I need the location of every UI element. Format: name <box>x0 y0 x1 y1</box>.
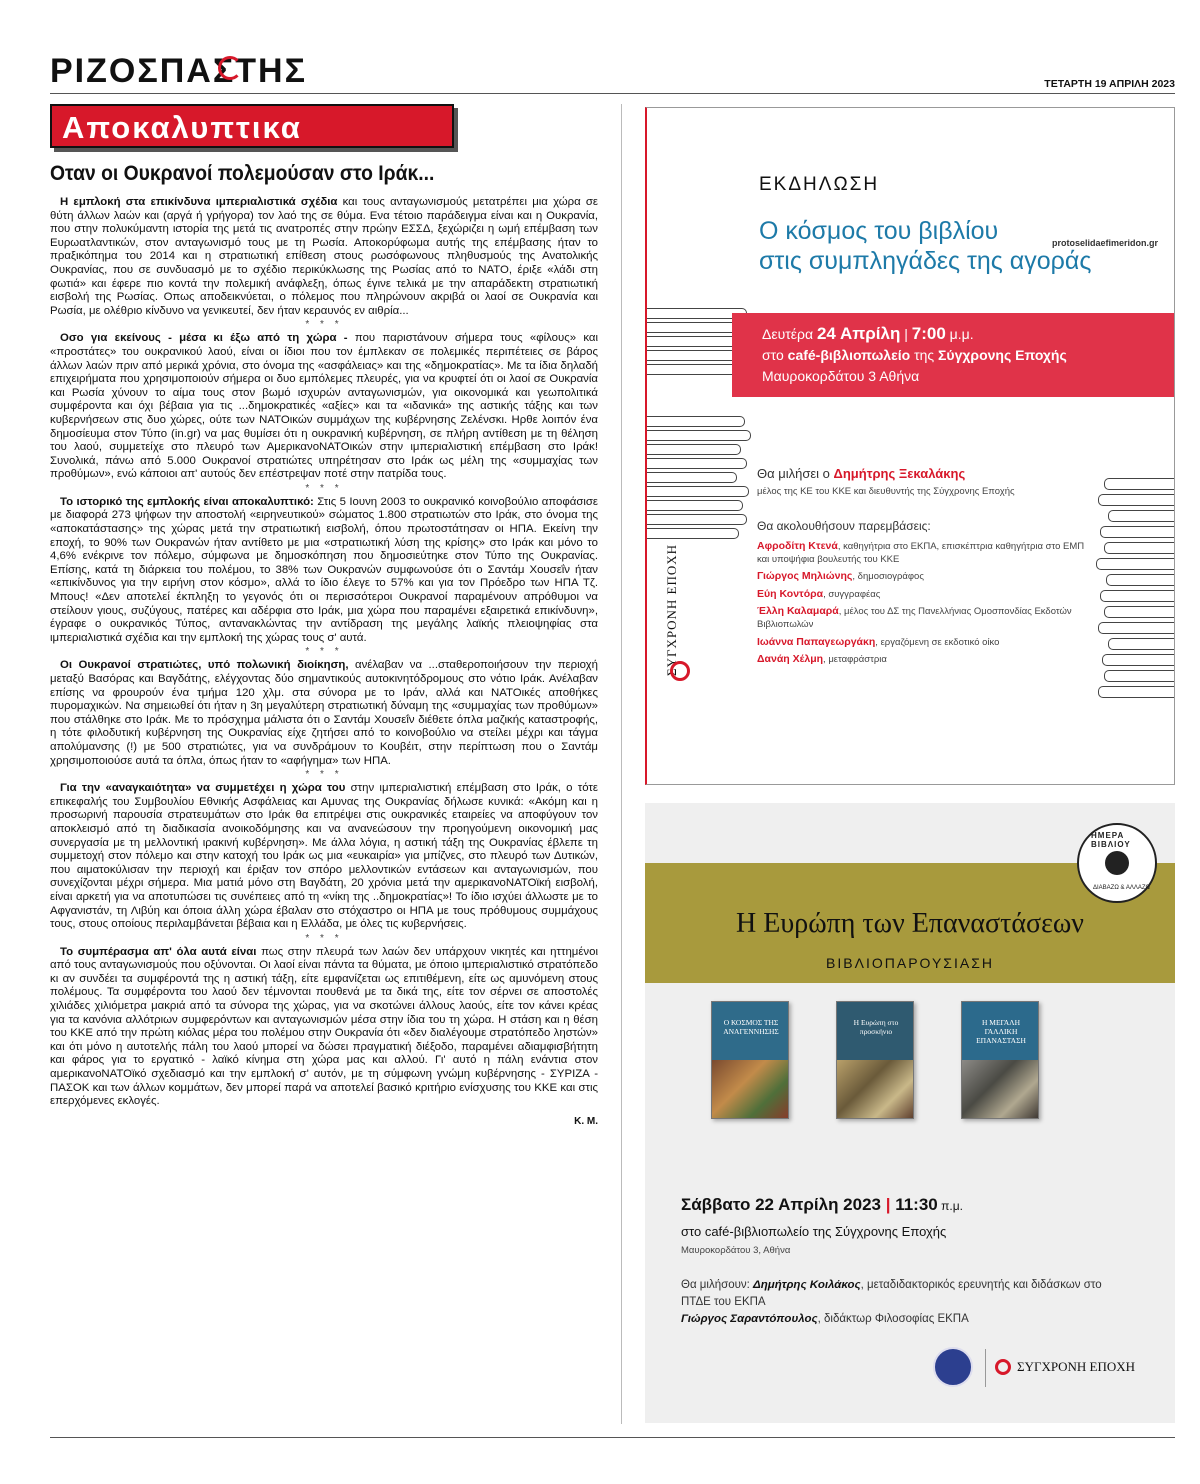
rubric-label: Αποκαλυπτικα <box>62 110 302 145</box>
book-title: Ο ΚΟΣΜΟΣ ΤΗΣ ΑΝΑΓΕΝΝΗΣΗΣ <box>723 1018 779 1036</box>
participant-role: , μεταφράστρια <box>823 654 887 666</box>
book-spine <box>1098 622 1174 634</box>
event-label: ΕΚΔΗΛΩΣΗ <box>759 174 880 195</box>
logo-text: ΡΙΖΟΣΠΑΣΤΗΣ <box>50 52 307 90</box>
article-body <box>50 196 598 1128</box>
cover-painting <box>837 1060 913 1119</box>
participant-name: Εύη Κοντόρα <box>757 587 824 600</box>
presentation-date: Σάββατο 22 Απρίλη 2023 <box>681 1195 881 1214</box>
venue-mid: της <box>910 347 939 363</box>
author-signature: Κ. Μ. <box>574 1115 598 1127</box>
date-prefix: Δευτέρα <box>762 326 817 342</box>
participant-role: , συγγραφέας <box>823 588 881 600</box>
book-spine <box>1100 590 1174 602</box>
paragraph-lead: Για την «αναγκαιότητα» να συμμετέχει η χώρα του <box>60 782 346 795</box>
book-spine <box>1098 686 1174 698</box>
book-day-badge <box>1077 823 1157 903</box>
publisher-name-vertical: ΣΥΓΧΡΟΝΗ ΕΠΟΧΗ <box>664 544 679 676</box>
time-suffix: π.μ. <box>937 1199 963 1213</box>
venue-prefix: στο <box>762 347 788 363</box>
event-datetime <box>762 323 1175 345</box>
event-title-line2: στις συμπληγάδες της αγοράς <box>759 247 1092 275</box>
participant-role: , μέλος του ΔΣ της Πανελλήνιας Ομοσπονδίας Εκδοτών Βιβλιοπωλών <box>757 606 1072 630</box>
book-spine <box>1108 638 1174 650</box>
speaker-line <box>757 466 965 481</box>
paragraph-text: στην ιμπεριαλιστική επέμβαση στο Ιράκ, ο τότε επικεφαλής του Συμβουλίου Εθνικής Ασφάλειας και Αμυνας της Ουκρανίας δήλωσε κυνικά: «Ακόμη και η προσωρινή παρουσία στρατευμάτων στο Ιράκ θα επιτρέψει στις ουκρανικές εταιρείες να αποφύγουν τον αποκλεισμό από τη διαδικασία ανοικοδόμησης και να ανανεώσουν την προηγούμενη οικονομική μας συνεργασία με τη μελλοντική ιρακινή κυβέρνηση». Με άλλα λόγια, η αστική τάξη της Ουκρανίας έβλεπε τη συμμετοχή στον πόλεμο και στην κατοχή του Ιράκ ως μια «ευκαιρία» για μπίζνες, στο πλευρό των Δυτικών, που αιματοκύλισαν την περιοχή και έριξαν τον σπόρο μελλοντικών εντάσεων και ανταγωνισμών, που συνεχίζονται μέχρι σήμερα. Μια ματιά μόνο στη Βαγδάτη, 20 χρόνια μετά την αμερικανοΝΑΤΟϊκή εισβολή, είναι αρκετή για να αποτυπώσει τις συνέπειες από τη «νίκη της ..δημοκρατίας»! Το ίδιο ισχύει άλλωστε με το Αφγανιστάν, τη Λιβύη και όποια άλλη χώρα έβαλαν στο στόχαστρο οι ΗΠΑ με τους πρόθυμους συμμάχους τους, στους οποίους περιλαμβάνεται βέβαια και η Ελλάδα, με όλες τις κυβερνήσεις. <box>50 782 598 931</box>
book-cover[interactable] <box>711 1001 789 1119</box>
paragraph-text: που παριστάνουν σήμερα τους «φίλους» και «προστάτες» του ουκρανικού λαού, είναι οι ίδιοι που τον έμπλεκαν σε πολεμικές περιπέτειες σε βάρος άλλων λαών πριν από μερικά χρόνια, στο όνομα της «ασφάλειας» και της «δημοκρατίας». Με τα ίδια δηλαδή επιχειρήματα που χρησιμοποιούν σήμερα οι δυο εμπόλεμες πλευρές, για να κρυφτεί ότι οι λαοί σε Ουκρανία και Ρωσία χύνουν το αίμα τους στον βωμό ισχυρών ανταγωνισμών, για οικονομικά και γεωπολιτικά συμφέροντα και όχι βέβαια για τις ...δημοκρατικές «αξίες» και τα «ιδανικά» της αστικής τάξης και των κυβερνήσεων στις δυο χώρες, ούτε των ΝΑΤΟικών συμμάχων της κυβέρνησης Ζελένσκι. Ηρθε λοιπόν ένα δημοσίευμα στον Τύπο (in.gr) να μας θυμίσει ότι η ουκρανική κυβέρνηση, σε πλήρη αντίθεση με τη θέληση του λαού, συμμετείχε στο πλευρό των ΑμερικανοΝΑΤΟικών στην ιμπεριαλιστική επέμβαση στο Ιράκ! Συνολικά, πάνω από 5.000 Ουκρανοί στρατιώτες υπηρέτησαν στο Ιράκ ως μέλη της «συμμαχίας των προθύμων», ενώ κάποιοι απ' αυτούς δεν επέστρεψαν ποτέ στην πατρίδα τους. <box>50 332 599 481</box>
speaker-name: Γιώργος Σαραντόπουλος <box>681 1313 818 1325</box>
paragraph-lead: Η εμπλοκή στα επικίνδυνα ιμπεριαλιστικά σχέδια <box>60 196 338 208</box>
cover-painting <box>712 1060 788 1119</box>
masthead <box>50 52 1175 94</box>
book-cover[interactable] <box>836 1001 914 1119</box>
book-spine <box>647 322 743 333</box>
event-date-band <box>732 313 1175 397</box>
participants-list <box>757 540 1087 671</box>
article-headline: Οταν οι Ουκρανοί πολεμούσαν στο Ιράκ... <box>50 162 435 185</box>
book-spine <box>1104 670 1174 682</box>
participant-name: Γιώργος Μηλιώνης <box>757 570 853 583</box>
book-spine <box>1104 542 1174 554</box>
top-divider <box>50 93 1175 94</box>
paragraph-lead: Οι Ουκρανοί στρατιώτες, υπό πολωνική διοίκηση, <box>60 659 349 672</box>
separator-stars: * * * <box>305 932 343 944</box>
publisher-logo-icon <box>670 661 690 681</box>
book-spine <box>1096 558 1174 570</box>
book-spine <box>1106 574 1174 586</box>
paragraph-3 <box>50 496 598 646</box>
book-presentation-advert[interactable] <box>645 803 1175 1423</box>
separator-stars: * * * <box>305 646 343 658</box>
article-column <box>50 104 598 1128</box>
newspaper-logo[interactable] <box>50 52 307 91</box>
event-time: 7:00 <box>911 324 946 343</box>
paragraph-4 <box>50 659 598 768</box>
paragraph-5 <box>50 782 598 932</box>
presentation-time: 11:30 <box>895 1195 938 1214</box>
participant-role: , εργαζόμενη σε εκδοτικό οίκο <box>875 636 1000 648</box>
interventions-heading: Θα ακολουθήσουν παρεμβάσεις: <box>757 519 931 533</box>
event-title-line1: Ο κόσμος του βιβλίου <box>759 217 999 245</box>
paragraph-text: και τους ανταγωνισμούς μετατρέπει μια χώρα σε θύτη άλλων λαών και (αργά ή γρήγορα) τον λαό της σε θύμα. Ενα τέτοιο παράδειγμα είναι και η Ουκρανία, που στην πολυκύμαντη ιστορία της μετά τις ανατροπές στην πρώην ΕΣΣΔ, ξεχώριζει η ωμή επέμβαση των Ευρωατλαντικών, στον ανταγωνισμό τους με τη Ρωσία. Αποκορύφωμα αυτής της επέμβασης ήταν το πραξικόπημα του 2014 και η στρατιωτική επίθεση στους ρωσόφωνους πληθυσμούς της Ανατολικής Ουκρανίας, που σε συνδυασμό με το σχέδιο περικύκλωσης της Ρωσίας από το ΝΑΤΟ, έριξε «λάδι στη φωτιά» και έφερε πιο κοντά την πολεμική ανάφλεξη, όπως έγινε τελικά με την απαράδεκτη στρατιωτική εισβολή της Ρωσίας. Οπως αποδεικνύεται, ο πόλεμος που πληρώνουν ακριβά οι λαοί σε Ουκρανία και Ρωσία, με ολέθριο κίνδυνο να γενικευτεί, δεν ήταν κεραυνός εν αιθρία... <box>50 196 598 317</box>
book-cover[interactable] <box>961 1001 1039 1119</box>
event-title <box>759 216 1091 276</box>
participant <box>757 540 1087 566</box>
logo-star-icon <box>218 56 242 80</box>
venue-name: Σύγχρονης Εποχής <box>938 347 1067 363</box>
separator-stars: * * * <box>305 769 343 781</box>
book-title: Η ΜΕΓΑΛΗ ΓΑΛΛΙΚΗ ΕΠΑΝΑΣΤΑΣΗ <box>976 1018 1026 1045</box>
participant <box>757 636 1087 650</box>
books-stack-illustration-right <box>1094 478 1174 708</box>
speaker-role: , μεταδιδακτορικός ερευνητής και διδάσκων στο ΠΤΔΕ του ΕΚΠΑ <box>681 1279 1102 1308</box>
speaker-name: Δημήτρης Κοιλάκος <box>753 1279 861 1291</box>
paragraph-lead: Οσο για εκείνους - μέσα κι έξω από τη χώρα - <box>60 332 348 345</box>
watermark-tag: protoselidaefimeridon.gr <box>1052 238 1159 248</box>
book-spine <box>1104 478 1174 490</box>
participant-name: Αφροδίτη Κτενά <box>757 540 838 552</box>
issue-date: ΤΕΤΑΡΤΗ 19 ΑΠΡΙΛΗ 2023 <box>1044 78 1175 90</box>
speaker-role: , διδάκτωρ Φιλοσοφίας ΕΚΠΑ <box>817 1313 969 1325</box>
cover-painting <box>962 1060 1038 1119</box>
participant <box>757 570 1087 584</box>
book-spine <box>647 458 747 469</box>
badge-bottom-text: ΔΙΑΒΑΖΩ & ΑΛΛΑΖΩ <box>1093 885 1151 891</box>
sponsor-logos <box>933 1343 1163 1393</box>
presentation-venue: στο café-βιβλιοπωλείο της Σύγχρονης Εποχής <box>681 1224 947 1239</box>
book-spine <box>647 350 739 361</box>
paragraph-2 <box>50 332 598 482</box>
publisher-name: ΣΥΓΧΡΟΝΗ ΕΠΟΧΗ <box>1017 1359 1135 1374</box>
event-address: Μαυροκορδάτου 3 Αθήνα <box>762 368 920 384</box>
speaker-name: Δημήτρης Ξεκαλάκης <box>833 466 966 481</box>
book-spine <box>647 416 745 427</box>
publisher-logo-icon <box>995 1359 1011 1375</box>
book-spine <box>1100 526 1174 538</box>
paragraph-text: πως στην πλευρά των λαών δεν υπάρχουν νικητές και ηττημένοι από τους ανταγωνισμούς που οξύνονται. Οι λαοί είναι πάντα τα θύματα, με όποιο ιμπεριαλιστικό στρατόπεδο κι αν συνδέει τα συμφέροντά της η αστική τάξη, είτε εμφανίζεται ως επιτιθέμενη, είτε ως αμυνόμενη στους πολέμους. Τα συμφέροντα του λαού δεν τέμνονται πουθενά με τα δικά της, είτε τον σέρνει σε αποστολές χιλιάδες χιλιόμετρα μακριά από τα σύνορα της χώρας, για να σκοτώνει άλλους λαούς, είτε τον κάνει κρέας για τα κανόνια αλλότριων συμφερόντων και ανταγωνισμών μέσα στην ίδια του τη χώρα. Η στάση και η θέση του ΚΚΕ από την πρώτη κιόλας μέρα του πολέμου στην Ουκρανία ότι «δεν διαλέγουμε στρατόπεδο ληστών» και ότι μόνο η αυτοτελής πάλη του λαού μπορεί να δώσει πραγματική διέξοδο, παραμένει αδιαμφισβήτητη και φάρος για το εργατικό - λαϊκό κίνημα στη χώρα μας και αλλού. Γι' αυτό η πάλη ενάντια στον αμερικανοΝΑΤΟϊκό σχεδιασμό και την εμπλοκή σ' αυτόν, με τη σύμφωνη γνώμη κυβέρνησης - ΣΥΡΙΖΑ - ΠΑΣΟΚ και των άλλων κομμάτων, δεν μπορεί παρά να αποτελεί βασικό κριτήριο ενίσχυσης του ΚΚΕ και στις επερχόμενες εκλογές. <box>50 945 598 1108</box>
presentation-address: Μαυροκορδάτου 3, Αθήνα <box>681 1245 791 1256</box>
publisher-vertical-brand <box>662 488 682 688</box>
participant-name: Δανάη Χέλμη <box>757 653 824 666</box>
separator-stars: * * * <box>305 319 343 331</box>
presentation-subtitle: ΒΙΒΛΙΟΠΑΡΟΥΣΙΑΣΗ <box>826 955 994 971</box>
time-separator: | <box>900 326 912 342</box>
paragraph-1 <box>50 196 598 318</box>
book-spine <box>647 444 741 455</box>
participant <box>757 588 1087 602</box>
book-spine <box>1108 510 1174 522</box>
paragraph-lead: Το ιστορικό της εμπλοκής είναι αποκαλυπτικό: <box>60 495 314 508</box>
speaker-intro: Θα μιλήσει ο <box>757 466 834 481</box>
reader-silhouette-icon <box>1105 851 1129 875</box>
participant-name: Ιωάννα Παπαγεωργάκη <box>757 635 876 648</box>
presentation-speakers <box>681 1277 1121 1328</box>
paragraph-text: Στις 5 Ιουνη 2003 το ουκρανικό κοινοβούλιο αποφάσισε με διαφορά 273 ψήφων την αποστολή «ειρηνευτικού» σώματος 1.800 στρατιωτών στο Ιράκ, στο όνομα της «αποκατάστασης» της χώρας μετά την στρατιωτική εισβολή, όπου πρωτοστάτησαν οι ΗΠΑ. Εκείνη την εποχή, το 90% των Ουκρανών ήταν αντίθετο με μια «στρατιωτική λύση της κρίσης» στο Ιράκ και μόνο το 4,6% ενέκρινε τον πόλεμο, σύμφωνα με δημοσκόπηση που δημοσιεύτηκε στον Τύπο της Ουκρανίας. Επίσης, κατά τη διάρκεια του πολέμου, το 38% των Ουκρανών συμφωνούσε ότι ο Σαντάμ Χουσεΐν ήταν «επικίνδυνος για την ειρήνη στον κόσμο», αλλά το ίδιο έλεγε το 57% και για τον Πρόεδρο των ΗΠΑ Τζ. Μπους! «Δεν αποτελεί έκπληξη το γεγονός ότι οι περισσότεροι Ουκρανοί παραμένουν απρόθυμοι να στείλουν γιους, συζύγους, πατέρες και αδέρφια στο Ιράκ, μια χώρα που παραμένει εξαιρετικά επικίνδυνη», έγραφε ο ουκρανικός Τύπος, αντανακλώντας την αντίδραση της μεγάλης λαϊκής πλειοψηφίας στα ιμπεριαλιστικά σχέδια και την εμπλοκή της χώρας τους σ' αυτά. <box>50 495 598 644</box>
speakers-intro: Θα μιλήσουν: <box>681 1279 754 1291</box>
book-spine <box>647 430 751 441</box>
book-spine <box>647 472 737 483</box>
participant-name: Έλλη Καλαμαρά <box>757 605 839 618</box>
participant <box>757 605 1087 631</box>
book-spine <box>1102 654 1174 666</box>
badge-top-text: ΗΜΕΡΑ ΒΙΒΛΙΟΥ <box>1091 831 1131 849</box>
university-seal-icon <box>933 1347 973 1387</box>
paragraph-text: ανέλαβαν να ...σταθεροποιήσουν την περιοχή μεταξύ Βασόρας και Βαγδάτης, ελέγχοντας δύο σημαντικούς αυτοκινητόδρομους στο νότιο Ιράκ. Ανέλαβαν επίσης να φρουρούν ένα τμήμα 120 χλμ. στα σύνορα με το Ιράν, αλλά και ΝΑΤΟικές αποθήκες πυρομαχικών. Να σημειωθεί ότι ήταν η 3η μεγαλύτερη στρατιωτική δύναμη της «συμμαχίας των προθύμων» που στάλθηκε στο Ιράκ. Με το πρόσχημα μάλιστα ότι ο Σαντάμ Χουσεΐν διέθετε όπλα μαζικής καταστροφής, η τότε φιλοδυτική κυβέρνηση της Ουκρανίας είχε ζητήσει από το κοινοβούλιο να στείλει μέχρι και τάγμα απολύμανσης (!) με 500 στρατιώτες, για να συνδράμουν το Κουβέιτ, στην περίπτωση που ο Σαντάμ χρησιμοποιούσε αυτά τα όπλα, όπως ήταν το «αφήγημα» των ΗΠΑ. <box>50 659 598 767</box>
participant-role: , καθηγήτρια στο ΕΚΠΑ, επισκέπτρια καθηγήτρια στο ΕΜΠ και υποψήφια βουλευτής του ΚΚΕ <box>757 541 1085 565</box>
paragraph-lead: Το συμπέρασμα απ' όλα αυτά είναι <box>60 945 257 958</box>
event-date: 24 Απρίλη <box>816 324 901 343</box>
book-spine <box>1098 494 1174 506</box>
event-venue <box>762 345 1175 366</box>
event-advert[interactable] <box>645 107 1175 785</box>
paragraph-6 <box>50 946 598 1109</box>
participant <box>757 653 1087 667</box>
bottom-divider <box>50 1437 1175 1438</box>
column-divider <box>621 104 622 1424</box>
book-spine <box>647 528 739 539</box>
presentation-datetime: Σάββατο 22 Απρίλη 2023 | 11:30 π.μ. <box>681 1195 963 1214</box>
presentation-title: Η Ευρώπη των Επαναστάσεων <box>736 908 1084 939</box>
logo-divider <box>985 1349 986 1387</box>
separator-stars: * * * <box>305 482 343 494</box>
book-title: Η Ευρώπη στο προσκήνιο <box>853 1018 899 1036</box>
section-rubric <box>50 104 454 148</box>
participant-role: , δημοσιογράφος <box>852 571 924 583</box>
book-spine <box>1104 606 1174 618</box>
speaker-role: μέλος της ΚΕ του ΚΚΕ και διευθυντής της Σύγχρονης Εποχής <box>757 486 1015 497</box>
time-suffix: μ.μ. <box>945 326 974 342</box>
venue-main: café-βιβλιοπωλείο <box>787 347 911 363</box>
